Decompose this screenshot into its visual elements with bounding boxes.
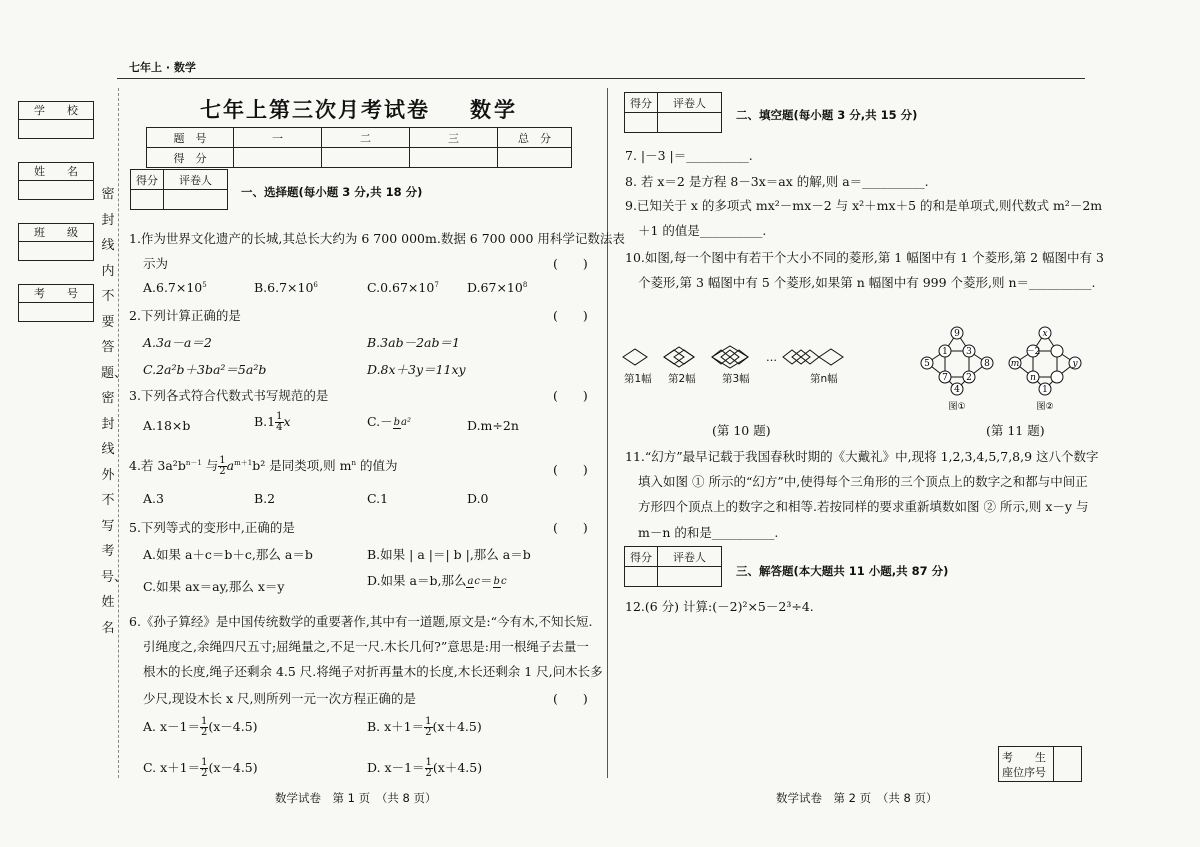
grader-box-3: 得分 评卷人 xyxy=(624,546,722,587)
header-subject: 七年上 · 数学 xyxy=(129,61,196,74)
q4-option-c: C.1 xyxy=(367,491,389,506)
svg-text:1: 1 xyxy=(942,347,948,357)
q2-option-a: A.3a－a＝2 xyxy=(143,335,212,350)
svg-text:m: m xyxy=(1010,359,1020,369)
svg-text:4: 4 xyxy=(954,385,960,395)
q2-answer-paren[interactable]: ( ) xyxy=(553,308,588,323)
q6-text-2: 引绳度之,余绳四尺五寸;屈绳量之,不足一尺.木长几何?”意思是:用一根绳子去量一 xyxy=(143,639,589,654)
page-title: 七年上第三次月考试卷 xyxy=(200,97,430,122)
q6-text-3: 根木的长度,绳子还剩余 4.5 尺.将绳子对折再量木的长度,木长还剩余 1 尺,问木长多 xyxy=(143,664,603,679)
svg-text:1: 1 xyxy=(1042,385,1048,395)
figure-10-rhombus-diagram xyxy=(620,342,860,372)
svg-text:8: 8 xyxy=(984,359,990,369)
svg-text:图①: 图① xyxy=(948,402,966,412)
school-field[interactable]: 学 校 xyxy=(18,101,94,139)
q1-text: 1.作为世界文化遗产的长城,其总长大约为 6 700 000m.数据 6 700 000 用科学记数法表 xyxy=(129,231,625,246)
q5-option-a: A.如果 a＋c＝b＋c,那么 a＝b xyxy=(143,547,313,562)
svg-text:9: 9 xyxy=(954,329,960,339)
page-divider xyxy=(607,88,608,778)
grader-box-1: 得分 评卷人 xyxy=(130,169,228,210)
q11-text-4: m－n 的和是__________. xyxy=(638,525,779,540)
svg-text:5: 5 xyxy=(924,359,930,369)
section-3-title: 三、解答题(本大题共 11 小题,共 87 分) xyxy=(736,564,949,578)
svg-text:7: 7 xyxy=(942,373,948,383)
q6-option-d: D. x－1＝ $\frac{1}{2}$ (x＋4.5) xyxy=(367,757,483,779)
svg-text:n: n xyxy=(1030,373,1036,383)
q3-option-d: D.m÷2n xyxy=(467,418,519,433)
header-rule xyxy=(117,78,1085,79)
figure-10-dots: … xyxy=(766,351,777,364)
seal-text: 密封线内不要答题、密封线外不写考号、姓名 xyxy=(101,187,128,636)
q2-option-b: B.3ab－2ab＝1 xyxy=(367,335,460,350)
q11-text-2: 填入如图 ① 所示的“幻方”中,使得每个三角形的三个顶点上的数字之和都与中间正 xyxy=(638,474,1088,489)
class-field[interactable]: 班 级 xyxy=(18,223,94,261)
q11-text-3: 方形四个顶点上的数字之和相等.若按同样的要求重新填数如图 ② 所示,则 x－y 与 xyxy=(638,499,1089,514)
name-field[interactable]: 姓 名 xyxy=(18,162,94,200)
footer-page-2: 数学试卷 第 2 页 （共 8 页） xyxy=(776,791,938,805)
q1-answer-paren[interactable]: ( ) xyxy=(553,256,588,271)
q9-text-1: 9.已知关于 x 的多项式 mx²－mx－2 与 x²＋mx＋5 的和是单项式,则代数式 m²－2m xyxy=(625,198,1103,213)
q6-option-c: C. x＋1＝ $\frac{1}{2}$ (x－4.5) xyxy=(143,757,258,779)
svg-text:图②: 图② xyxy=(1036,402,1054,412)
q2-option-d: D.8x＋3y＝11xy xyxy=(367,362,466,377)
q12-text: 12.(6 分) 计算:(－2)²×5－2³÷4. xyxy=(625,599,814,614)
fig10-label-n: 第n幅 xyxy=(810,373,838,385)
q6-option-b: B. x＋1＝ $\frac{1}{2}$ (x＋4.5) xyxy=(367,716,482,738)
svg-text:x: x xyxy=(1042,329,1048,339)
footer-page-1: 数学试卷 第 1 页 （共 8 页） xyxy=(275,791,437,805)
fig10-label-2: 第2幅 xyxy=(668,373,696,385)
svg-text:2: 2 xyxy=(966,373,972,383)
q4-option-b: B.2 xyxy=(254,491,276,506)
grader-box-2: 得分 评卷人 xyxy=(624,92,722,133)
q6-answer-paren[interactable]: ( ) xyxy=(553,691,588,706)
q10-text-1: 10.如图,每一个图中有若干个大小不同的菱形,第 1 幅图中有 1 个菱形,第 2 幅图中有 3 xyxy=(625,250,1104,265)
q1-option-a: $A.6.7\times 10^5$ xyxy=(143,280,207,295)
q9-text-2: ＋1 的值是__________. xyxy=(638,223,767,238)
q4-option-a: A.3 xyxy=(143,491,164,506)
title-subject: 数学 xyxy=(470,97,518,122)
svg-text:－2: －2 xyxy=(1025,347,1041,357)
q3-option-c: C.－ba² xyxy=(367,414,411,429)
q4-answer-paren[interactable]: ( ) xyxy=(553,462,588,477)
svg-text:y: y xyxy=(1072,359,1078,369)
q2-text: 2.下列计算正确的是 xyxy=(129,308,241,323)
fig11-caption: (第 11 题) xyxy=(986,423,1045,438)
q3-text: 3.下列各式符合代数式书写规范的是 xyxy=(129,388,329,403)
q1-text-2: 示为 xyxy=(143,256,169,271)
fig10-label-3: 第3幅 xyxy=(722,373,750,385)
q6-text-4: 少尺,现设木长 x 尺,则所列一元一次方程正确的是 xyxy=(143,691,416,706)
q5-answer-paren[interactable]: ( ) xyxy=(553,520,588,535)
q4-text: 4.若 $3a^2b^{n-1}$ 与 $\frac{1}{2}$ $a^{m+1}b^2$ 是同类项,则 $m^n$ 的值为 xyxy=(129,455,398,477)
q6-option-a: A. x－1＝ $\frac{1}{2}$ (x－4.5) xyxy=(143,716,258,738)
q6-text-1: 6.《孙子算经》是中国传统数学的重要著作,其中有一道题,原文是:“今有木,不知长短. xyxy=(129,614,593,629)
seat-number-box: 考 生 座位序号 xyxy=(998,746,1082,782)
q5-text: 5.下列等式的变形中,正确的是 xyxy=(129,520,295,535)
section-2-title: 二、填空题(每小题 3 分,共 15 分) xyxy=(736,108,918,122)
q3-answer-paren[interactable]: ( ) xyxy=(553,388,588,403)
fig10-label-1: 第1幅 xyxy=(624,373,652,385)
q1-option-b: $B.6.7\times 10^6$ xyxy=(254,280,318,295)
q3-option-b: B.1 $\frac{1}{4}$ x xyxy=(254,411,291,433)
seal-line xyxy=(118,88,119,778)
q5-option-b: B.如果 | a |＝| b |,那么 a＝b xyxy=(367,547,531,562)
score-table: 题 号 一 二 三 总 分 得 分 xyxy=(146,127,572,168)
section-1-title: 一、选择题(每小题 3 分,共 18 分) xyxy=(241,185,423,199)
q8-text: 8. 若 x＝2 是方程 8－3x＝ax 的解,则 a＝__________. xyxy=(625,174,929,189)
q10-text-2: 个菱形,第 3 幅图中有 5 个菱形,如果第 n 幅图中有 999 个菱形,则 n＝__________. xyxy=(638,275,1096,290)
q7-text: 7. |－3 |＝__________. xyxy=(625,148,753,163)
q1-option-d: $D.67\times 10^8$ xyxy=(467,280,528,295)
fig10-caption: (第 10 题) xyxy=(712,423,771,438)
q4-option-d: D.0 xyxy=(467,491,489,506)
q5-option-d: D.如果 a＝b,那么ac＝bc xyxy=(367,573,507,588)
figure-11-magic-square xyxy=(915,323,1085,413)
exam-number-field[interactable]: 考 号 xyxy=(18,284,94,322)
svg-text:3: 3 xyxy=(966,347,972,357)
q3-option-a: A.18×b xyxy=(143,418,191,433)
q1-option-c: $C.0.67\times 10^7$ xyxy=(367,280,439,295)
q11-text-1: 11.“幻方”最早记载于我国春秋时期的《大戴礼》中,现将 1,2,3,4,5,7,8,9 这八个数字 xyxy=(625,449,1099,464)
q5-option-c: C.如果 ax＝ay,那么 x＝y xyxy=(143,579,285,594)
q2-option-c: C.2a²b＋3ba²＝5a²b xyxy=(143,362,267,377)
